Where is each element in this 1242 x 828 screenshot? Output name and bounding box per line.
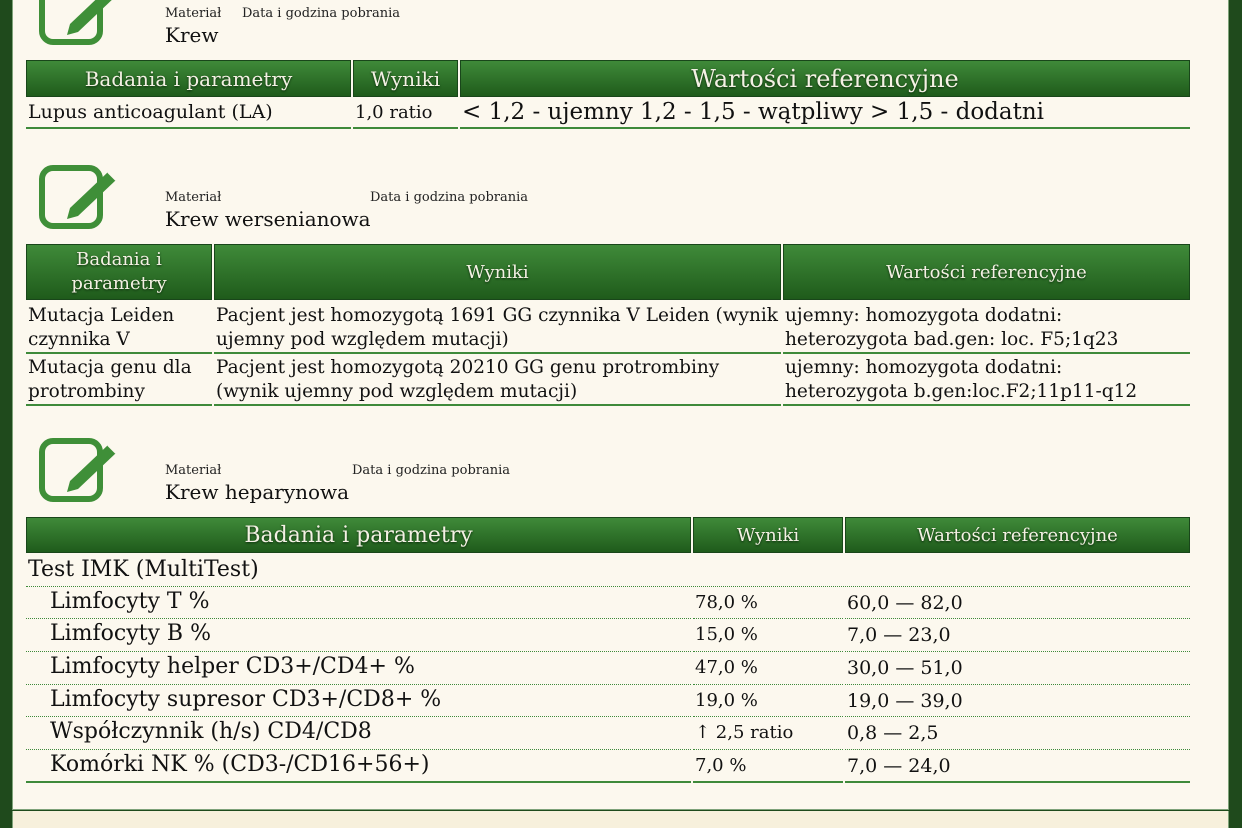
header-tests: Badania i parametry (26, 517, 691, 553)
table-row (26, 750, 1190, 783)
table-row (26, 717, 1190, 750)
material-label: Materiał (165, 463, 222, 478)
material-value: Krew (165, 23, 219, 47)
header-results: Wyniki (353, 60, 458, 97)
table-row (26, 300, 1190, 354)
results-table (24, 517, 1192, 783)
test-result: 19,0 % (693, 685, 843, 717)
header-results: Wyniki (214, 244, 781, 300)
test-reference: ujemny: homozygota dodatni: heterozygota b.gen:loc.F2;11p11-q12 (783, 354, 1190, 406)
material-value: Krew wersenianowa (165, 207, 371, 231)
table-row (26, 97, 1190, 129)
table-header-row (26, 60, 1190, 97)
test-result: 7,0 % (693, 750, 843, 783)
group-title-row (26, 553, 1190, 587)
test-reference: 60,0 — 82,0 (845, 587, 1190, 619)
edit-note-icon[interactable] (36, 0, 120, 48)
section-krew (26, 0, 1192, 129)
test-result: 78,0 % (693, 587, 843, 619)
header-reference: Wartości referencyjne (460, 60, 1190, 97)
header-tests: Badania i parametry (26, 244, 212, 300)
test-name: Limfocyty T % (26, 587, 691, 619)
section-meta[interactable] (26, 162, 1192, 244)
material-value: Krew heparynowa (165, 480, 350, 504)
test-reference: 7,0 — 23,0 (845, 619, 1190, 652)
test-reference: 30,0 — 51,0 (845, 652, 1190, 685)
test-result: 47,0 % (693, 652, 843, 685)
test-reference: < 1,2 - ujemny 1,2 - 1,5 - wątpliwy > 1,5 - dodatni (460, 97, 1190, 129)
header-results: Wyniki (693, 517, 843, 553)
test-result: ↑ 2,5 ratio (693, 717, 843, 750)
table-header-row (26, 244, 1190, 300)
group-title: Test IMK (MultiTest) (26, 553, 1190, 587)
edit-note-icon[interactable] (36, 162, 120, 232)
test-name: Lupus anticoagulant (LA) (26, 97, 351, 129)
test-reference: 0,8 — 2,5 (845, 717, 1190, 750)
test-name: Limfocyty B % (26, 619, 691, 652)
results-table (24, 60, 1192, 129)
table-row (26, 685, 1190, 717)
test-reference: 19,0 — 39,0 (845, 685, 1190, 717)
section-meta[interactable] (26, 435, 1192, 517)
test-result: Pacjent jest homozygotą 20210 GG genu protrombiny (wynik ujemny pod względem mutacji) (214, 354, 781, 406)
table-row (26, 619, 1190, 652)
header-reference: Wartości referencyjne (845, 517, 1190, 553)
test-result: 1,0 ratio (353, 97, 458, 129)
test-reference: ujemny: homozygota dodatni: heterozygota bad.gen: loc. F5;1q23 (783, 300, 1190, 354)
test-name: Współczynnik (h/s) CD4/CD8 (26, 717, 691, 750)
table-row (26, 652, 1190, 685)
test-name: Mutacja Leiden czynnika V (26, 300, 212, 354)
section-krew-wersenianowa (26, 162, 1192, 406)
material-label: Materiał (165, 190, 222, 205)
test-name: Limfocyty helper CD3+/CD4+ % (26, 652, 691, 685)
test-name: Mutacja genu dla protrombiny (26, 354, 212, 406)
footer-strip (12, 811, 1229, 828)
test-result: Pacjent jest homozygotą 1691 GG czynnika V Leiden (wynik ujemny pod względem mutacji) (214, 300, 781, 354)
section-krew-heparynowa (26, 435, 1192, 783)
section-meta[interactable] (26, 0, 1192, 60)
collection-date-label: Data i godzina pobrania (352, 463, 511, 478)
test-reference: 7,0 — 24,0 (845, 750, 1190, 783)
material-label: Materiał (165, 6, 222, 21)
table-row (26, 587, 1190, 619)
test-result: 15,0 % (693, 619, 843, 652)
results-table (24, 244, 1192, 406)
table-header-row (26, 517, 1190, 553)
header-tests: Badania i parametry (26, 60, 351, 97)
collection-date-label: Data i godzina pobrania (370, 190, 529, 205)
test-name: Komórki NK % (CD3-/CD16+56+) (26, 750, 691, 783)
collection-date-label: Data i godzina pobrania (242, 6, 401, 21)
header-reference: Wartości referencyjne (783, 244, 1190, 300)
test-name: Limfocyty supresor CD3+/CD8+ % (26, 685, 691, 717)
table-row (26, 354, 1190, 406)
edit-note-icon[interactable] (36, 435, 120, 505)
